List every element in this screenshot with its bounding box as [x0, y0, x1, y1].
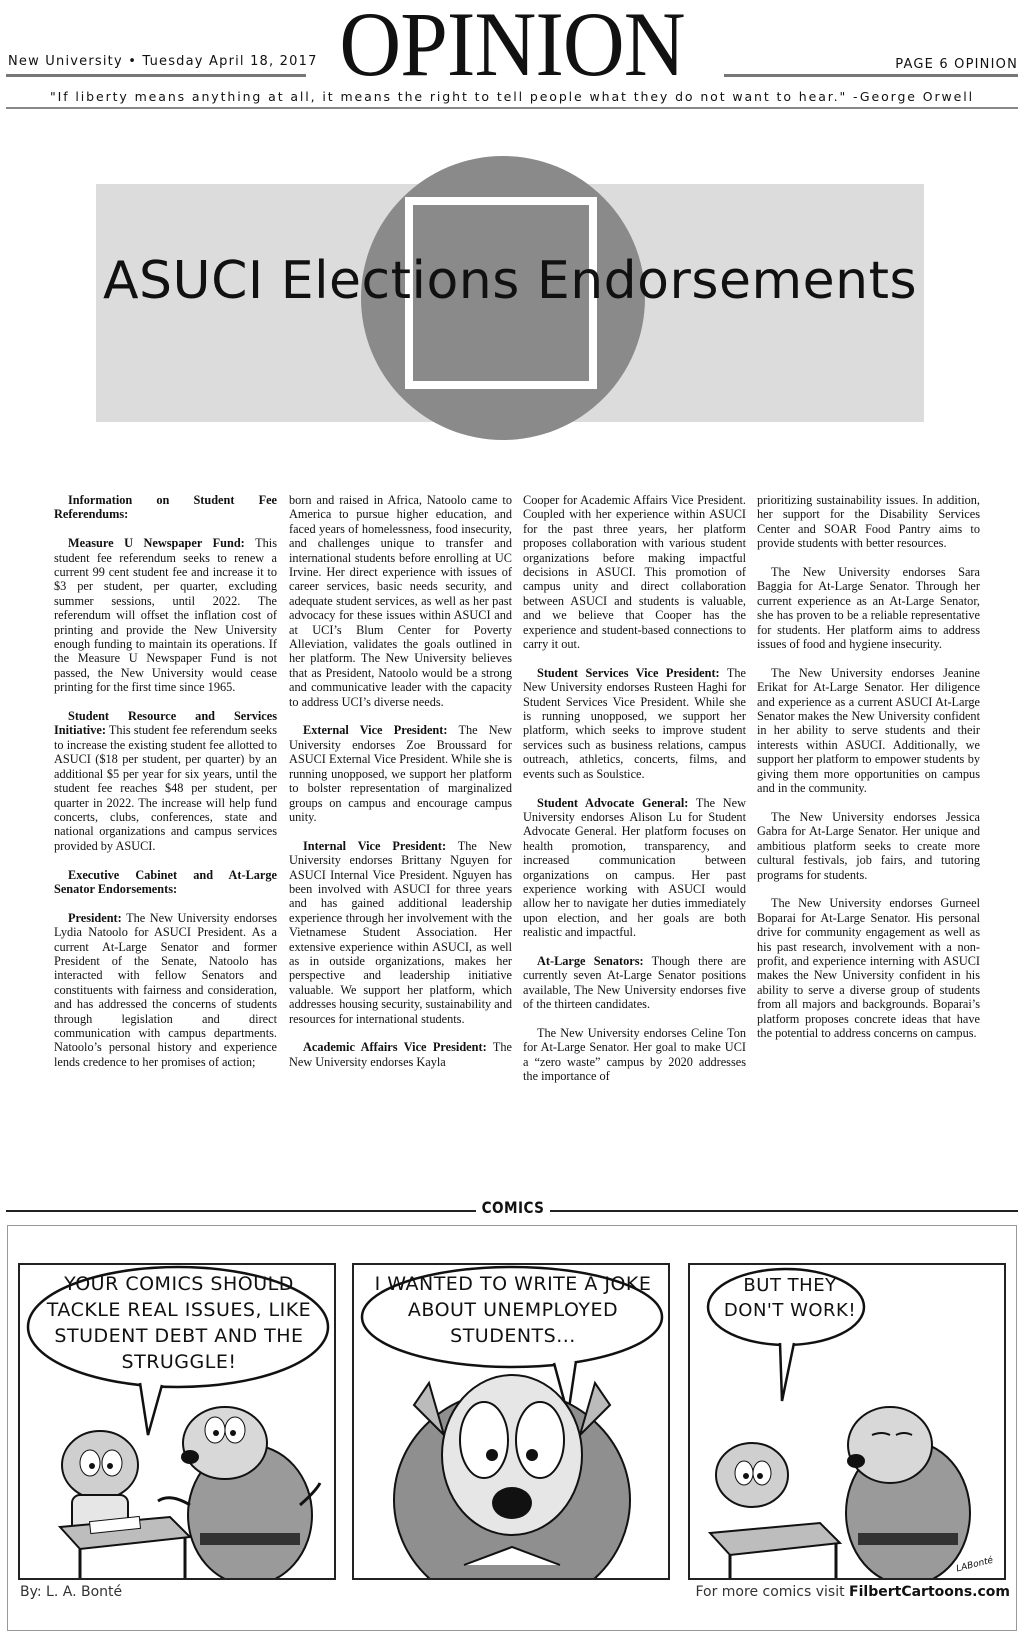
paragraph-text: This student fee referendum seeks to increase the existing student fee allotted to ASUCI ($18 per student, per quarter) by an additional $5 per year for six years, until the student fee reaches $48 per student, per quarter in 2022. The increase will help fund concerts, clubs, conferences, state and national organizations and campus services provided by ASUCI.: [54, 723, 277, 853]
panel-2-speech: I WANTED TO WRITE A JOKE ABOUT UNEMPLOYED STUDENTS...: [374, 1273, 652, 1347]
masthead-quote: "If liberty means anything at all, it means the right to tell people what they do not want to hear." -George Orwell: [50, 89, 974, 104]
paragraph-text: The New University endorses Zoe Broussard for ASUCI External Vice President. While she is running unopposed, we support her platform to bolster representation of marginalized groups on campus and encourage campus unity.: [289, 723, 513, 824]
article-paragraph: [289, 493, 512, 709]
headline-banner: [96, 156, 924, 438]
article-paragraph: [757, 810, 980, 882]
article-paragraph: [54, 868, 277, 897]
article-paragraph: [523, 493, 746, 651]
paragraph-text: The New University endorses Kayla: [289, 1040, 512, 1069]
paragraph-text: The New University endorses Jeanine Erikat for At-Large Senator. Her diligence and experience as a current ASUCI At-Large Senator makes the New University confident in her ability to serve students and their interests within ASUCI. Additionally, we support her platform to empower students by giving them more opportunities on campus and in the community.: [757, 665, 980, 796]
article-paragraph: [289, 723, 512, 824]
article-paragraph: [289, 839, 512, 1026]
paragraph-text: The New University endorses Lydia Natoolo for ASUCI President. As a current At-Large Senator and former President of the Senate, Natoolo has interacted with fellow Senators and constituents with fairness and consideration, and has addressed the concerns of students through legislation and direct communication with campus departments. Natoolo’s personal history and experience lends credence to her promises of action;: [54, 910, 277, 1069]
page-label: PAGE 6 OPINION: [895, 57, 1018, 72]
article-column-3: [523, 493, 746, 1098]
article-paragraph: [523, 796, 746, 940]
paragraph-text: The New University endorses Gurneel Boparai for At-Large Senator. His personal drive for community engagement as well as his past research, involvement with a non-profit, and experience interning with ASUCI makes the New University confident in his ability to serve a diverse group of students from all majors and backgrounds. Boparai’s platform proposes concrete ideas that have the potential to address concerns on campus.: [757, 896, 980, 1040]
paragraph-text: This student fee referendum seeks to renew a current 99 cent student fee and increase it to $3 per student, per quarter, excluding summer sessions, until 2022. The referendum will offset the inflation cost of printing and provide the New University enough funding to maintain its operations. If the Measure U Newspaper Fund is not passed, the New University would cease printing for the first time since 1965.: [54, 536, 277, 695]
article-paragraph: [54, 493, 277, 522]
paragraph-text: The New University endorses Rusteen Haghi for Student Services Vice President. While she is running unopposed, we support her platform, which seeks to improve student services such as business relations, campus outreach, athletics, concerts, films, and events such as Soulstice.: [523, 665, 746, 781]
article-paragraph: [757, 896, 980, 1040]
comics-rule-right: [550, 1210, 1018, 1212]
subhead: Academic Affairs Vice President:: [303, 1040, 487, 1055]
masthead-rule-right: [724, 74, 1018, 77]
article-paragraph: [757, 493, 980, 551]
paragraph-text: The New University endorses Celine Ton for At-Large Senator. Her goal to make UCI a “zero waste” campus by 2020 addresses the importance of: [523, 1025, 746, 1084]
masthead-rule-left: [6, 74, 306, 77]
article-paragraph: [757, 666, 980, 796]
article-paragraph: [54, 911, 277, 1069]
paragraph-text: born and raised in Africa, Natoolo came to America to pursue higher education, and faced years of homelessness, food insecurity, and challenges unique to transfer and international students before enrolling at UC Irvine. Her direct experience with issues of career services, basic needs security, and adequate student services, as well as her past advocacy for these issues within ASUCI and at UCI’s Blum Center for Poverty Alleviation, validates the goals outlined in her platform. The New University believes that as President, Natoolo would be a strong and communicative leader with the capacity to address UCI’s diverse needs.: [289, 493, 512, 709]
subhead: President:: [68, 910, 122, 925]
comics-website-note: [695, 1584, 1010, 1600]
comic-panel-3: [688, 1263, 1006, 1580]
article-column-4: [757, 493, 980, 1055]
article-paragraph: [54, 709, 277, 853]
subhead: At-Large Senators:: [537, 953, 644, 968]
subhead: Student Resource and Services Initiative:: [54, 709, 277, 738]
issue-date-line: New University • Tuesday April 18, 2017: [8, 54, 318, 69]
paragraph-text: The New University endorses Brittany Nguyen for ASUCI Internal Vice President. Nguyen has been involved with ASUCI for three years and has gained additional leadership experience through her involvement with the Vietnamese Student Association. Her extensive experience within ASUCI, as well as in outside organizations, makes her perspective and leadership initiative valuable. We support her platform, which addresses housing security, sustainability and resources for international students.: [289, 838, 512, 1026]
comic-panel-2: [352, 1263, 670, 1580]
website-link[interactable]: FilbertCartoons.com: [849, 1584, 1010, 1600]
masthead-rule-bottom: [6, 107, 1018, 109]
subhead: Executive Cabinet and At-Large Senator Endorsements:: [54, 867, 277, 896]
subhead: Measure U Newspaper Fund:: [68, 536, 245, 551]
subhead: Student Services Vice President:: [537, 665, 720, 680]
website-prefix: For more comics visit: [695, 1584, 850, 1600]
article-column-2: [289, 493, 512, 1084]
paragraph-text: The New University endorses Sara Baggia for At-Large Senator. Through her current experience as an At-Large Senator, she has proven to be a reliable representative for students. Her platform aims to address issues of food and hygiene insecurity.: [757, 565, 980, 652]
paragraph-text: Though there are currently seven At-Large Senator positions available, The New University endorses five of the thirteen candidates.: [523, 953, 746, 1012]
section-title: OPINION: [339, 0, 685, 95]
article-paragraph: [523, 666, 746, 781]
masthead: [0, 0, 1024, 112]
subhead: External Vice President:: [303, 723, 448, 738]
comics-section: [0, 1200, 1024, 1638]
subhead: Information on Student Fee Referendums:: [54, 493, 277, 522]
article-paragraph: [523, 1026, 746, 1084]
comics-label: COMICS: [481, 1198, 545, 1217]
paragraph-text: Cooper for Academic Affairs Vice President. Coupled with her experience within ASUCI for the past three years, her platform proposes collaboration with various student organizations before making impactful decisions in ASUCI. This promotion of campus unity and direct collaboration between ASUCI and students is valuable, and we believe that Cooper has the experience and student-based connections to carry it out.: [523, 493, 746, 652]
article-paragraph: [757, 565, 980, 651]
comics-byline: By: L. A. Bonté: [20, 1584, 123, 1600]
paragraph-text: The New University endorses Jessica Gabra for At-Large Senator. Her unique and ambitious platform seeks to create more cultural festivals, job fairs, and tutoring programs for students.: [757, 809, 980, 882]
article-paragraph: [289, 1040, 512, 1069]
subhead: Student Advocate General:: [537, 795, 689, 810]
panel-1-speech: YOUR COMICS SHOULD TACKLE REAL ISSUES, LIKE STUDENT DEBT AND THE STRUGGLE!: [46, 1273, 312, 1373]
artist-signature: LABonté: [955, 1555, 995, 1575]
paragraph-text: prioritizing sustainability issues. In addition, her support for the Disability Services Center and SOAR Food Pantry aims to provide students with better resources.: [757, 493, 980, 551]
subhead: Internal Vice President:: [303, 838, 447, 853]
article-paragraph: [523, 954, 746, 1012]
article-headline: ASUCI Elections Endorsements: [102, 251, 918, 311]
paragraph-text: The New University endorses Alison Lu for Student Advocate General. Her platform focuses on health promotion, transparency, and increased communication between organizations on campus. Her past experience working with ASUCI would allow her to navigate her duties immediately upon election, and her goals are both realistic and impactful.: [523, 795, 747, 940]
article-paragraph: [54, 536, 277, 694]
comic-panel-1: [18, 1263, 336, 1580]
article-column-1: [54, 493, 277, 1084]
comics-rule-left: [6, 1210, 476, 1212]
panel-3-speech: BUT THEY DON'T WORK!: [723, 1275, 857, 1321]
